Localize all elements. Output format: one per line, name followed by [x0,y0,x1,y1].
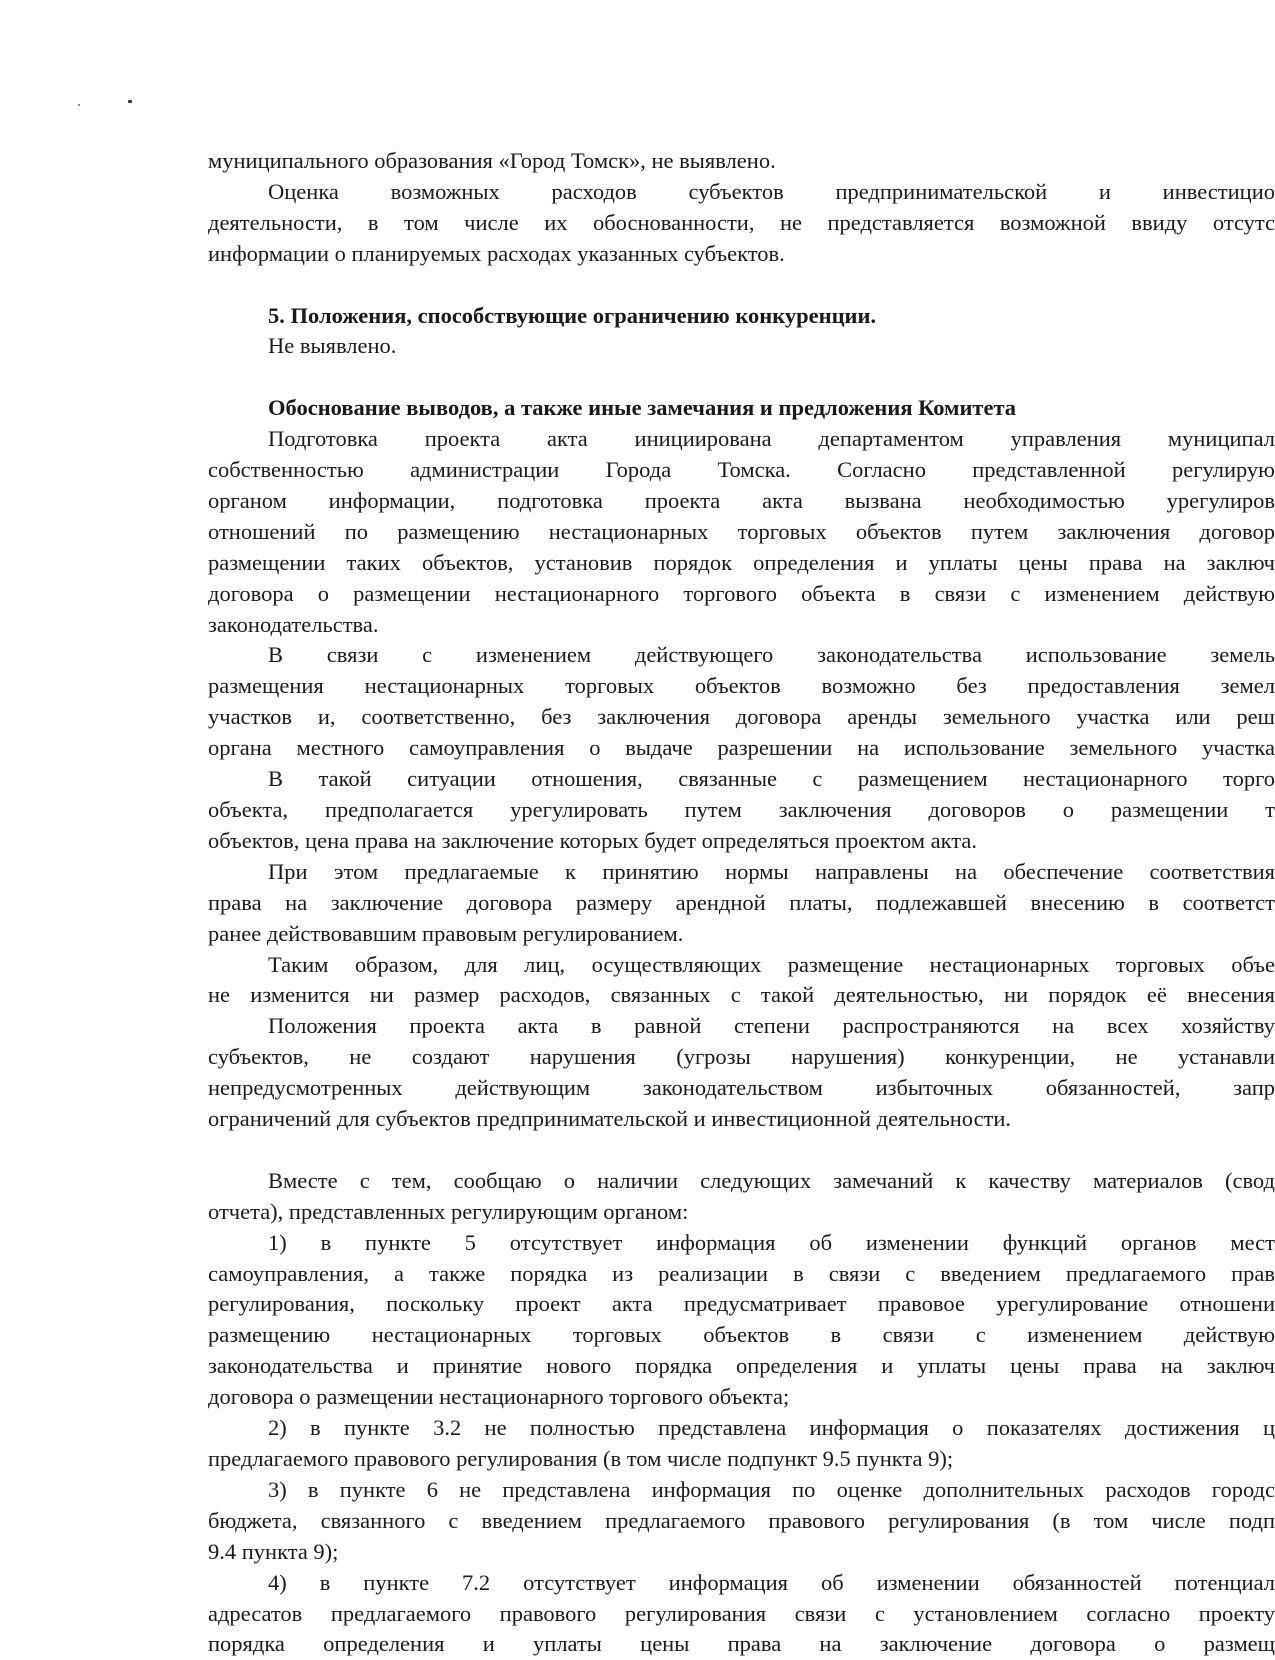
text-line: Вместе с тем, сообщаю о наличии следующих замечаний к качеству материалов (свод [268,1167,1275,1193]
text-line: отчета), представленных регулирующим органом: [208,1198,689,1224]
text-line: 2) в пункте 3.2 не полностью представлена информация о показателях достижения ц [268,1415,1275,1441]
text-line: непредусмотренных действующим законодательством избыточных обязанностей, запр [208,1075,1275,1101]
text-line: адресатов предлагаемого правового регулирования связи с установлением согласно проекту [208,1600,1275,1626]
text-line: информации о планируемых расходах указанных субъектов. [208,240,785,266]
text-line: Не выявлено. [268,333,397,359]
text-line: субъектов, не создают нарушения (угрозы нарушения) конкуренции, не устанавли [208,1044,1275,1070]
text-line: муниципального образования «Город Томск», не выявлено. [208,148,776,173]
text-line: договора о размещении нестационарного торгового объекта в связи с изменением действую [208,580,1275,606]
text-line: законодательства и принятие нового порядка определения и уплаты цены права на заключ [208,1353,1275,1379]
text-line: Подготовка проекта акта инициирована департаментом управления муниципал [268,426,1275,452]
text-line: не изменится ни размер расходов, связанных с такой деятельностью, ни порядок её внесения [208,982,1275,1008]
text-line: собственностью администрации Города Томска. Согласно представленной регулирую [208,457,1275,483]
text-line: отношений по размещению нестационарных торговых объектов путем заключения договор [208,518,1275,544]
text-line: предлагаемого правового регулирования (в том числе подпункт 9.5 пункта 9); [208,1446,954,1472]
text-line: бюджета, связанного с введением предлагаемого правового регулирования (в том числе подп [208,1507,1275,1533]
text-line: договора о размещении нестационарного торгового объекта; [208,1384,790,1410]
text-line: Оценка возможных расходов субъектов предпринимательской и инвестицио [268,178,1275,204]
text-line: права на заключение договора размеру арендной платы, подлежавшей внесению в соответст [208,889,1275,915]
section-heading: 5. Положения, способствующие ограничению конкуренции. [268,302,877,328]
paragraph-gap [208,1135,1275,1166]
text-line: Таким образом, для лиц, осуществляющих размещение нестационарных торговых объе [268,951,1275,977]
text-line: органа местного самоуправления о выдаче разрешении на использование земельного участка [208,735,1275,761]
scan-mark [128,100,132,103]
text-line: 1) в пункте 5 отсутствует информация об изменении функций органов мест [268,1229,1275,1255]
paragraph-gap [208,362,1275,393]
text-line: объекта, предполагается урегулировать путем заключения договоров о размещении т [208,797,1275,822]
text-line: размещении таких объектов, установив порядок определения и уплаты цены права на заключ [208,549,1275,575]
text-line: самоуправления, а также порядка из реализации в связи с введением предлагаемого прав [208,1260,1275,1286]
text-line: ранее действовавшим правовым регулированием. [208,920,684,946]
text-line: объектов, цена права на заключение которых будет определяться проектом акта. [208,827,977,853]
paragraph-gap [208,270,1275,301]
text-line: Положения проекта акта в равной степени распространяются на всех хозяйству [268,1013,1275,1039]
text-line: участков и, соответственно, без заключения договора аренды земельного участка или реш [208,704,1275,730]
text-line: регулирования, поскольку проект акта предусматривает правовое урегулирование отношени [208,1291,1275,1317]
text-line: В такой ситуации отношения, связанные с размещением нестационарного торго [268,766,1275,792]
text-line: законодательства. [208,611,379,637]
text-line: размещения нестационарных торговых объектов возможно без предоставления земел [208,673,1275,699]
text-line: размещению нестационарных торговых объектов в связи с изменением действую [208,1322,1275,1348]
text-line: ограничений для субъектов предпринимательской и инвестиционной деятельности. [208,1106,1012,1132]
text-line: 3) в пункте 6 не представлена информация по оценке дополнительных расходов городс [268,1476,1275,1502]
text-line: деятельности, в том числе их обоснованности, не представляется возможной ввиду отсутс [208,209,1275,235]
text-line: порядка определения и уплаты цены права на заключение договора о размещ [208,1631,1275,1657]
text-line: При этом предлагаемые к принятию нормы направлены на обеспечение соответствия [268,858,1275,884]
document-page [208,146,1275,1660]
scan-speck [78,104,80,106]
text-line: 9.4 пункта 9); [208,1538,339,1564]
text-line: органом информации, подготовка проекта акта вызвана необходимостью урегулиров [208,487,1275,513]
text-line: В связи с изменением действующего законодательства использование земель [268,642,1275,668]
section-heading: Обоснование выводов, а также иные замечания и предложения Комитета [268,395,1017,421]
text-line: 4) в пункте 7.2 отсутствует информация об изменении обязанностей потенциал [268,1569,1275,1595]
